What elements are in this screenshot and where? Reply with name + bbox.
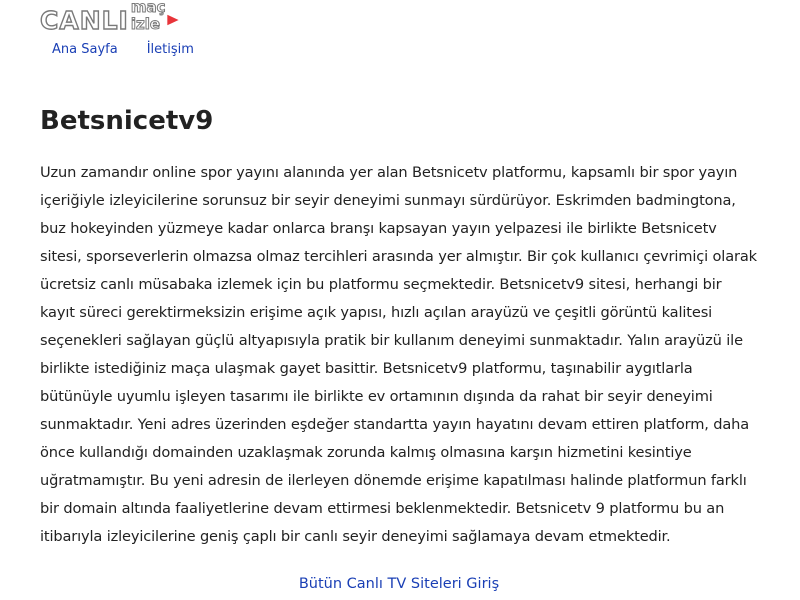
- nav-link-contact[interactable]: İletişim: [146, 42, 194, 57]
- site-header: [40, 0, 760, 64]
- logo-top-word: maç: [130, 0, 166, 16]
- logo-stack: [131, 0, 166, 33]
- play-icon: [166, 6, 180, 34]
- main-nav: [52, 42, 194, 57]
- logo-bottom-word: izle: [130, 15, 161, 33]
- page-title: Betsnicetv9: [40, 106, 214, 136]
- article-body: Uzun zamandır online spor yayını alanında yer alan Betsnicetv platformu, kapsamlı bir spor yayın içeriğiyle izleyicilerine sorunsuz bir seyir deneyimi sunmayı sürdürüyor. Eskrimden badmingtona, buz hokeyinden yüzmeye kadar onlarca branşı kapsayan yayın yelpazesi ile birlikte Betsnicetv sitesi, sporseverlerin olmazsa olmaz tercihleri arasında yer almıştır. Bir çok kullanıcı çevrimiçi olarak ücretsiz canlı müsabaka izlemek için bu platformu seçmektedir. Betsnicetv9 sitesi, herhangi bir kayıt süreci gerektirmeksizin erişime açık yapısı, hızlı açılan arayüzü ve çeşitli görüntü kalitesi seçenekleri sağlayan güçlü altyapısıyla pratik bir kullanım deneyimi sunmaktadır. Yalın arayüzü ile birlikte istediğiniz maça ulaşmak gayet basittir. Betsnicetv9 platformu, taşınabilir aygıtlarla bütünüyle uyumlu işleyen tasarımı ile birlikte ev ortamının dışında da rahat bir seyir deneyimi sunmaktadır. Yeni adres üzerinden eşdeğer standartta yayın hayatını devam ettiren platform, daha önce kullandığı domainden uzaklaşmak zorunda kalmış olmasına karşın hizmetini kesintiye uğratmamıştır. Bu yeni adresin de ilerleyen dönemde erişime kapatılması halinde platformun farklı bir domain altında faaliyetlerine devam ettirmesi beklenmektedir. Betsnicetv 9 platformu bu an itibarıyla izleyicilerine geniş çaplı bir canlı seyir deneyimi sağlamaya devam etmektedir.: [40, 164, 757, 545]
- logo-word: CANLI: [40, 6, 129, 35]
- nav-link-home[interactable]: Ana Sayfa: [52, 42, 118, 57]
- site-logo[interactable]: [40, 0, 180, 38]
- footer-link-container: [0, 573, 798, 595]
- all-live-tv-sites-link[interactable]: Bütün Canlı TV Siteleri Giriş: [298, 576, 500, 592]
